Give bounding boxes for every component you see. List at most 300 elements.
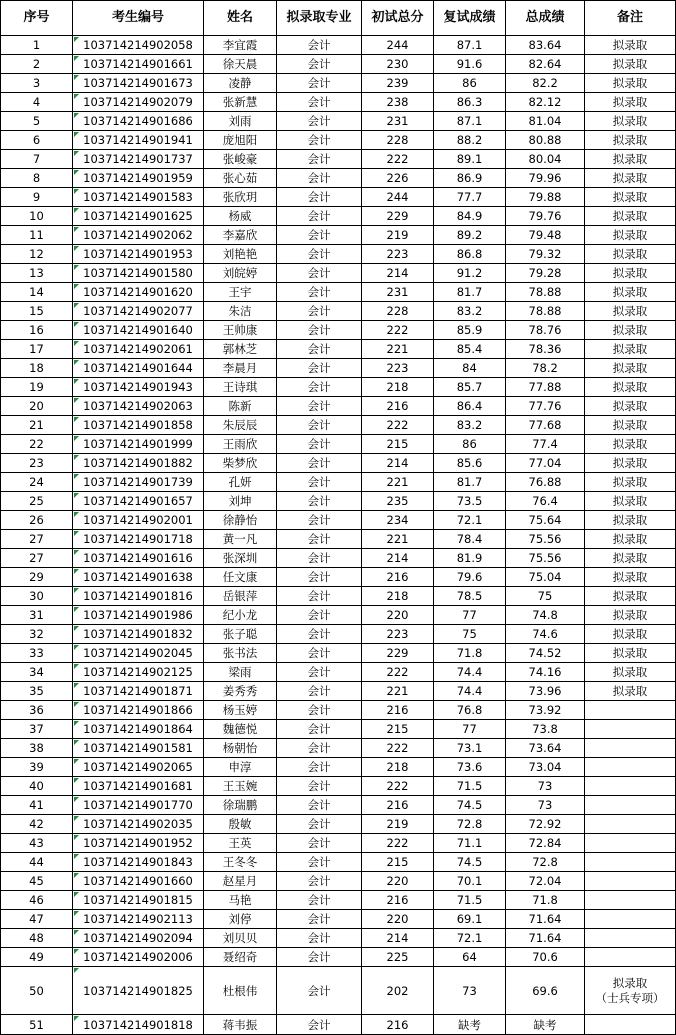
cell-remark: 拟录取: [585, 340, 676, 359]
cell-major: 会计: [277, 796, 362, 815]
cell-candidate-id: 103714214901718: [73, 530, 204, 549]
cell-major: 会计: [277, 663, 362, 682]
cell-prelim-score: 222: [362, 663, 434, 682]
table-row: [1, 188, 676, 207]
cell-remark: 拟录取: [585, 492, 676, 511]
cell-remark: 拟录取: [585, 207, 676, 226]
table-row: [1, 682, 676, 701]
table-row: [1, 321, 676, 340]
cell-candidate-id: 103714214901959: [73, 169, 204, 188]
cell-major: 会计: [277, 834, 362, 853]
cell-retest-score: 72.8: [434, 815, 506, 834]
cell-prelim-score: 222: [362, 777, 434, 796]
cell-total-score: 69.6: [506, 967, 585, 1015]
cell-major: 会计: [277, 929, 362, 948]
cell-name: 申淳: [204, 758, 277, 777]
table-row: [1, 435, 676, 454]
cell-remark: 拟录取: [585, 568, 676, 587]
cell-total-score: 82.12: [506, 93, 585, 112]
header-row: [1, 1, 676, 36]
cell-remark: 拟录取: [585, 283, 676, 302]
cell-retest-score: 87.1: [434, 36, 506, 55]
cell-candidate-id: 103714214901825: [73, 967, 204, 1015]
cell-prelim-score: 219: [362, 226, 434, 245]
cell-major: 会计: [277, 682, 362, 701]
cell-seq: 8: [1, 169, 73, 188]
cell-retest-score: 91.2: [434, 264, 506, 283]
cell-name: 任文康: [204, 568, 277, 587]
cell-major: 会计: [277, 416, 362, 435]
cell-total-score: 73: [506, 796, 585, 815]
table-row: [1, 264, 676, 283]
table-row: [1, 302, 676, 321]
table-row: [1, 93, 676, 112]
cell-name: 刘坤: [204, 492, 277, 511]
table-row: [1, 910, 676, 929]
table-row: [1, 815, 676, 834]
cell-candidate-id: 103714214902065: [73, 758, 204, 777]
cell-total-score: 82.64: [506, 55, 585, 74]
cell-seq: 22: [1, 435, 73, 454]
cell-name: 聂绍奇: [204, 948, 277, 967]
cell-remark: [585, 758, 676, 777]
cell-retest-score: 86.4: [434, 397, 506, 416]
cell-major: 会计: [277, 112, 362, 131]
cell-seq: 42: [1, 815, 73, 834]
cell-candidate-id: 103714214901686: [73, 112, 204, 131]
cell-retest-score: 85.9: [434, 321, 506, 340]
cell-prelim-score: 218: [362, 378, 434, 397]
cell-prelim-score: 214: [362, 929, 434, 948]
cell-prelim-score: 222: [362, 739, 434, 758]
cell-total-score: 73.64: [506, 739, 585, 758]
cell-remark: 拟录取: [585, 416, 676, 435]
cell-name: 马艳: [204, 891, 277, 910]
cell-name: 黄一凡: [204, 530, 277, 549]
cell-seq: 31: [1, 606, 73, 625]
cell-remark: [585, 815, 676, 834]
cell-retest-score: 86: [434, 74, 506, 93]
cell-major: 会计: [277, 36, 362, 55]
cell-seq: 7: [1, 150, 73, 169]
cell-candidate-id: 103714214901660: [73, 872, 204, 891]
table-row: [1, 587, 676, 606]
cell-name: 王帅康: [204, 321, 277, 340]
cell-name: 纪小龙: [204, 606, 277, 625]
cell-prelim-score: 221: [362, 682, 434, 701]
cell-retest-score: 69.1: [434, 910, 506, 929]
cell-major: 会计: [277, 264, 362, 283]
cell-major: 会计: [277, 777, 362, 796]
cell-candidate-id: 103714214902058: [73, 36, 204, 55]
cell-major: 会计: [277, 283, 362, 302]
cell-candidate-id: 103714214902094: [73, 929, 204, 948]
cell-major: 会计: [277, 359, 362, 378]
cell-major: 会计: [277, 606, 362, 625]
cell-candidate-id: 103714214901583: [73, 188, 204, 207]
cell-prelim-score: 218: [362, 758, 434, 777]
cell-total-score: 79.96: [506, 169, 585, 188]
cell-retest-score: 64: [434, 948, 506, 967]
cell-prelim-score: 220: [362, 910, 434, 929]
table-row: [1, 644, 676, 663]
header-major: 拟录取专业: [277, 1, 362, 36]
cell-retest-score: 89.1: [434, 150, 506, 169]
cell-seq: 13: [1, 264, 73, 283]
cell-candidate-id: 103714214902006: [73, 948, 204, 967]
cell-remark: 拟录取: [585, 74, 676, 93]
cell-total-score: 73.8: [506, 720, 585, 739]
table-row: [1, 511, 676, 530]
cell-name: 王玉婉: [204, 777, 277, 796]
cell-remark: 拟录取: [585, 435, 676, 454]
cell-seq: 49: [1, 948, 73, 967]
cell-name: 徐瑞鹏: [204, 796, 277, 815]
cell-retest-score: 85.4: [434, 340, 506, 359]
cell-retest-score: 74.4: [434, 663, 506, 682]
cell-total-score: 73.04: [506, 758, 585, 777]
cell-retest-score: 84.9: [434, 207, 506, 226]
cell-seq: 30: [1, 587, 73, 606]
cell-total-score: 79.76: [506, 207, 585, 226]
cell-prelim-score: 214: [362, 549, 434, 568]
cell-retest-score: 77: [434, 606, 506, 625]
cell-seq: 37: [1, 720, 73, 739]
cell-candidate-id: 103714214901581: [73, 739, 204, 758]
cell-candidate-id: 103714214902045: [73, 644, 204, 663]
cell-remark: 拟录取: [585, 93, 676, 112]
cell-seq: 2: [1, 55, 73, 74]
cell-candidate-id: 103714214901866: [73, 701, 204, 720]
cell-prelim-score: 214: [362, 454, 434, 473]
cell-total-score: 71.64: [506, 929, 585, 948]
cell-name: 王英: [204, 834, 277, 853]
cell-name: 杨威: [204, 207, 277, 226]
cell-seq: 1: [1, 36, 73, 55]
cell-name: 王诗琪: [204, 378, 277, 397]
cell-major: 会计: [277, 1015, 362, 1035]
table-row: [1, 891, 676, 910]
cell-retest-score: 91.6: [434, 55, 506, 74]
cell-seq: 16: [1, 321, 73, 340]
cell-major: 会计: [277, 549, 362, 568]
cell-remark: [585, 872, 676, 891]
cell-major: 会计: [277, 245, 362, 264]
cell-seq: 51: [1, 1015, 73, 1035]
cell-candidate-id: 103714214901625: [73, 207, 204, 226]
cell-candidate-id: 103714214901770: [73, 796, 204, 815]
cell-total-score: 75: [506, 587, 585, 606]
cell-candidate-id: 103714214901871: [73, 682, 204, 701]
cell-retest-score: 72.1: [434, 511, 506, 530]
cell-name: 张新慧: [204, 93, 277, 112]
cell-remark: 拟录取: [585, 644, 676, 663]
cell-candidate-id: 103714214902077: [73, 302, 204, 321]
cell-seq: 25: [1, 492, 73, 511]
cell-retest-score: 73: [434, 967, 506, 1015]
cell-candidate-id: 103714214902061: [73, 340, 204, 359]
cell-retest-score: 85.6: [434, 454, 506, 473]
cell-total-score: 82.2: [506, 74, 585, 93]
cell-total-score: 79.28: [506, 264, 585, 283]
cell-total-score: 71.64: [506, 910, 585, 929]
cell-remark: 拟录取: [585, 226, 676, 245]
cell-total-score: 77.4: [506, 435, 585, 454]
cell-remark: 拟录取: [585, 473, 676, 492]
cell-prelim-score: 214: [362, 264, 434, 283]
cell-candidate-id: 103714214901661: [73, 55, 204, 74]
cell-total-score: 72.8: [506, 853, 585, 872]
table-row: [1, 150, 676, 169]
table-row: [1, 245, 676, 264]
cell-candidate-id: 103714214901580: [73, 264, 204, 283]
cell-major: 会计: [277, 948, 362, 967]
cell-retest-score: 75: [434, 625, 506, 644]
cell-total-score: 75.04: [506, 568, 585, 587]
table-row: [1, 1015, 676, 1035]
cell-remark: 拟录取: [585, 55, 676, 74]
cell-remark: 拟录取: [585, 663, 676, 682]
cell-name: 张深圳: [204, 549, 277, 568]
cell-prelim-score: 221: [362, 530, 434, 549]
cell-prelim-score: 222: [362, 416, 434, 435]
cell-prelim-score: 231: [362, 283, 434, 302]
cell-retest-score: 71.1: [434, 834, 506, 853]
cell-retest-score: 71.5: [434, 777, 506, 796]
table-row: [1, 207, 676, 226]
cell-remark: 拟录取: [585, 131, 676, 150]
cell-seq: 47: [1, 910, 73, 929]
table-row: [1, 226, 676, 245]
cell-candidate-id: 103714214901864: [73, 720, 204, 739]
cell-major: 会计: [277, 150, 362, 169]
cell-total-score: 78.88: [506, 302, 585, 321]
cell-seq: 23: [1, 454, 73, 473]
cell-prelim-score: 231: [362, 112, 434, 131]
cell-name: 杜根伟: [204, 967, 277, 1015]
cell-total-score: 75.56: [506, 530, 585, 549]
cell-major: 会计: [277, 74, 362, 93]
cell-prelim-score: 215: [362, 853, 434, 872]
cell-retest-score: 88.2: [434, 131, 506, 150]
cell-name: 徐天晨: [204, 55, 277, 74]
cell-name: 岳银萍: [204, 587, 277, 606]
cell-remark: [585, 891, 676, 910]
cell-remark: [585, 853, 676, 872]
cell-prelim-score: 222: [362, 321, 434, 340]
cell-candidate-id: 103714214902062: [73, 226, 204, 245]
cell-seq: 15: [1, 302, 73, 321]
cell-remark: 拟录取: [585, 169, 676, 188]
cell-total-score: 79.32: [506, 245, 585, 264]
cell-candidate-id: 103714214901832: [73, 625, 204, 644]
cell-total-score: 76.88: [506, 473, 585, 492]
cell-remark: 拟录取: [585, 150, 676, 169]
table-row: [1, 777, 676, 796]
cell-prelim-score: 226: [362, 169, 434, 188]
table-row: [1, 169, 676, 188]
cell-major: 会计: [277, 511, 362, 530]
cell-remark: 拟录取: [585, 36, 676, 55]
cell-prelim-score: 202: [362, 967, 434, 1015]
header-name: 姓名: [204, 1, 277, 36]
cell-candidate-id: 103714214901737: [73, 150, 204, 169]
cell-prelim-score: 244: [362, 36, 434, 55]
cell-remark: 拟录取: [585, 511, 676, 530]
cell-candidate-id: 103714214901943: [73, 378, 204, 397]
cell-total-score: 77.88: [506, 378, 585, 397]
table-row: [1, 568, 676, 587]
cell-name: 张书法: [204, 644, 277, 663]
cell-total-score: 76.4: [506, 492, 585, 511]
cell-prelim-score: 216: [362, 701, 434, 720]
cell-remark: 拟录取: [585, 264, 676, 283]
table-row: [1, 283, 676, 302]
cell-total-score: 78.36: [506, 340, 585, 359]
cell-total-score: 73: [506, 777, 585, 796]
cell-remark: [585, 929, 676, 948]
cell-prelim-score: 216: [362, 568, 434, 587]
cell-major: 会计: [277, 758, 362, 777]
cell-remark: [585, 834, 676, 853]
cell-name: 郭林芝: [204, 340, 277, 359]
cell-remark: 拟录取: [585, 682, 676, 701]
cell-retest-score: 83.2: [434, 302, 506, 321]
cell-retest-score: 83.2: [434, 416, 506, 435]
cell-prelim-score: 222: [362, 150, 434, 169]
cell-candidate-id: 103714214901999: [73, 435, 204, 454]
cell-retest-score: 78.4: [434, 530, 506, 549]
cell-candidate-id: 103714214901986: [73, 606, 204, 625]
cell-prelim-score: 219: [362, 815, 434, 834]
cell-seq: 45: [1, 872, 73, 891]
cell-prelim-score: 221: [362, 473, 434, 492]
cell-major: 会计: [277, 530, 362, 549]
table-row: [1, 74, 676, 93]
cell-retest-score: 86.9: [434, 169, 506, 188]
cell-remark: 拟录取: [585, 112, 676, 131]
cell-remark: 拟录取: [585, 397, 676, 416]
cell-total-score: 77.04: [506, 454, 585, 473]
cell-seq: 18: [1, 359, 73, 378]
cell-name: 刘艳艳: [204, 245, 277, 264]
cell-name: 庞旭阳: [204, 131, 277, 150]
table-row: [1, 131, 676, 150]
cell-seq: 35: [1, 682, 73, 701]
cell-prelim-score: 216: [362, 796, 434, 815]
cell-remark: 拟录取: [585, 454, 676, 473]
cell-candidate-id: 103714214901620: [73, 283, 204, 302]
cell-retest-score: 70.1: [434, 872, 506, 891]
cell-retest-score: 87.1: [434, 112, 506, 131]
cell-major: 会计: [277, 720, 362, 739]
cell-retest-score: 71.8: [434, 644, 506, 663]
cell-retest-score: 76.8: [434, 701, 506, 720]
cell-major: 会计: [277, 492, 362, 511]
cell-total-score: 74.52: [506, 644, 585, 663]
cell-name: 王雨欣: [204, 435, 277, 454]
cell-major: 会计: [277, 701, 362, 720]
cell-candidate-id: 103714214901952: [73, 834, 204, 853]
cell-name: 柴梦欣: [204, 454, 277, 473]
cell-major: 会计: [277, 872, 362, 891]
cell-remark: [585, 777, 676, 796]
cell-retest-score: 77.7: [434, 188, 506, 207]
cell-total-score: 81.04: [506, 112, 585, 131]
cell-name: 赵星月: [204, 872, 277, 891]
cell-major: 会计: [277, 302, 362, 321]
cell-name: 杨玉婷: [204, 701, 277, 720]
cell-seq: 5: [1, 112, 73, 131]
cell-candidate-id: 103714214901816: [73, 587, 204, 606]
table-row: [1, 625, 676, 644]
cell-retest-score: 74.4: [434, 682, 506, 701]
cell-name: 王冬冬: [204, 853, 277, 872]
cell-candidate-id: 103714214902113: [73, 910, 204, 929]
cell-major: 会计: [277, 378, 362, 397]
cell-name: 王宇: [204, 283, 277, 302]
cell-remark: 拟录取: [585, 245, 676, 264]
cell-remark: 拟录取: [585, 549, 676, 568]
cell-remark: 拟录取: [585, 378, 676, 397]
table-row: [1, 340, 676, 359]
cell-remark: [585, 796, 676, 815]
cell-candidate-id: 103714214901644: [73, 359, 204, 378]
cell-name: 刘停: [204, 910, 277, 929]
cell-total-score: 77.76: [506, 397, 585, 416]
cell-retest-score: 81.9: [434, 549, 506, 568]
cell-total-score: 78.88: [506, 283, 585, 302]
table-row: [1, 530, 676, 549]
cell-remark: 拟录取: [585, 625, 676, 644]
cell-prelim-score: 216: [362, 891, 434, 910]
table-row: [1, 739, 676, 758]
cell-remark: [585, 720, 676, 739]
cell-candidate-id: 103714214901858: [73, 416, 204, 435]
cell-major: 会计: [277, 321, 362, 340]
cell-seq: 24: [1, 473, 73, 492]
header-seq: 序号: [1, 1, 73, 36]
cell-retest-score: 86: [434, 435, 506, 454]
cell-prelim-score: 239: [362, 74, 434, 93]
cell-prelim-score: 229: [362, 207, 434, 226]
cell-seq: 17: [1, 340, 73, 359]
cell-major: 会计: [277, 625, 362, 644]
cell-name: 杨朝怡: [204, 739, 277, 758]
cell-name: 张峻豪: [204, 150, 277, 169]
cell-major: 会计: [277, 644, 362, 663]
header-remark: 备注: [585, 1, 676, 36]
cell-retest-score: 78.5: [434, 587, 506, 606]
cell-retest-score: 73.1: [434, 739, 506, 758]
cell-major: 会计: [277, 815, 362, 834]
cell-total-score: 79.88: [506, 188, 585, 207]
cell-total-score: 74.6: [506, 625, 585, 644]
header-prelim-score: 初试总分: [362, 1, 434, 36]
cell-major: 会计: [277, 891, 362, 910]
table-row: [1, 929, 676, 948]
cell-prelim-score: 235: [362, 492, 434, 511]
cell-name: 张心茹: [204, 169, 277, 188]
header-retest-score: 复试成绩: [434, 1, 506, 36]
cell-prelim-score: 229: [362, 644, 434, 663]
table-row: [1, 701, 676, 720]
cell-prelim-score: 220: [362, 606, 434, 625]
cell-retest-score: 84: [434, 359, 506, 378]
cell-seq: 11: [1, 226, 73, 245]
cell-seq: 3: [1, 74, 73, 93]
table-row: [1, 872, 676, 891]
